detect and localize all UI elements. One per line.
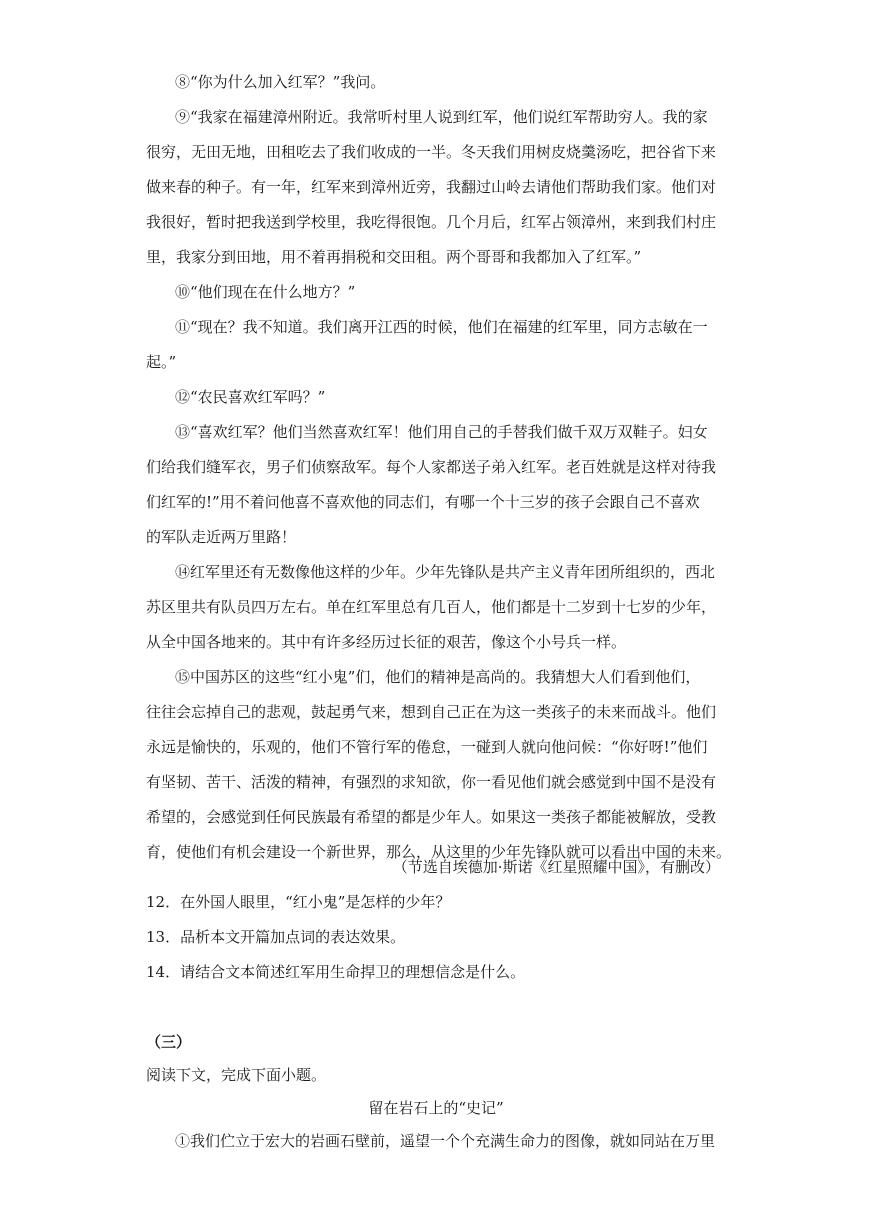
passage-line: 往往会忘掉自己的悲观，鼓起勇气来，想到自己正在为这一类孩子的未来而战斗。他们 xyxy=(146,703,717,721)
passage-line: ⑫“农民喜欢红军吗？” xyxy=(175,388,326,406)
passage-line: ⑮中国苏区的这些“红小鬼”们，他们的精神是高尚的。我猜想大人们看到他们， xyxy=(175,668,701,686)
passage-line: 苏区里共有队员四万左右。单在红军里总有几百人，他们都是十二岁到十七岁的少年， xyxy=(146,598,717,616)
passage-line: 有坚韧、苦干、活泼的精神，有强烈的求知欲，你一看见他们就会感觉到中国不是没有 xyxy=(146,773,717,791)
passage-line: 我很好，暂时把我送到学校里，我吃得很饱。几个月后，红军占领漳州，来到我们村庄 xyxy=(146,213,717,231)
passage-line: 育，使他们有机会建设一个新世界，那么，从这里的少年先锋队就可以看出中国的未来。 xyxy=(146,843,732,861)
passage-line: ⑭红军里还有无数像他这样的少年。少年先锋队是共产主义青年团所组织的，西北 xyxy=(175,563,716,581)
passage-line: 的军队走近两万里路！ xyxy=(146,528,297,546)
passage-line: 从全中国各地来的。其中有许多经历过长征的艰苦，像这个小号兵一样。 xyxy=(146,633,627,651)
passage-line: 起。” xyxy=(146,353,177,371)
passage-line: 永远是愉快的，乐观的，他们不管行军的倦怠，一碰到人就向他问候：“你好呀!”他们 xyxy=(146,738,708,756)
section-heading: （三） xyxy=(146,1033,192,1051)
question-12: 12．在外国人眼里，“红小鬼”是怎样的少年？ xyxy=(146,893,451,911)
passage-line: ⑨“我家在福建漳州附近。我常听村里人说到红军，他们说红军帮助穷人。我的家 xyxy=(175,108,708,126)
article-paragraph-line: ①我们伫立于宏大的岩画石壁前，遥望一个个充满生命力的图像，就如同站在万里 xyxy=(175,1132,716,1150)
question-14: 14．请结合文本简述红军用生命捍卫的理想信念是什么。 xyxy=(146,963,526,981)
passage-line: ⑩“他们现在在什么地方？” xyxy=(175,283,356,301)
passage-line: ⑬“喜欢红军？他们当然喜欢红军！他们用自己的手替我们做千双万双鞋子。妇女 xyxy=(175,423,708,441)
passage-line: ⑧“你为什么加入红军？”我问。 xyxy=(175,73,386,91)
passage-line: 很穷，无田无地，田租吃去了我们收成的一半。冬天我们用树皮烧羹汤吃，把谷省下来 xyxy=(146,143,717,161)
passage-line: 希望的，会感觉到任何民族最有希望的都是少年人。如果这一类孩子都能被解放，受教 xyxy=(146,808,717,826)
passage-line: ⑪“现在？我不知道。我们离开江西的时候，他们在福建的红军里，同方志敏在一 xyxy=(175,318,708,336)
passage-line: 们给我们缝军衣，男子们侦察敌军。每个人家都送子弟入红军。老百姓就是这样对待我 xyxy=(146,458,717,476)
passage-line: 做来春的种子。有一年，红军来到漳州近旁，我翻过山岭去请他们帮助我们家。他们对 xyxy=(146,178,717,196)
question-13: 13．品析本文开篇加点词的表达效果。 xyxy=(146,928,406,946)
passage-line: 们红军的!”用不着问他喜不喜欢他的同志们，有哪一个十三岁的孩子会跟自己不喜欢 xyxy=(146,493,700,511)
source-citation: （节选自埃德加·斯诺《红星照耀中国》，有删改） xyxy=(392,858,720,876)
passage-line: 里，我家分到田地，用不着再捐税和交田租。两个哥哥和我都加入了红军。” xyxy=(146,248,642,266)
section-instruction: 阅读下文，完成下面小题。 xyxy=(146,1066,327,1084)
article-title: 留在岩石上的“史记” xyxy=(368,1099,504,1117)
